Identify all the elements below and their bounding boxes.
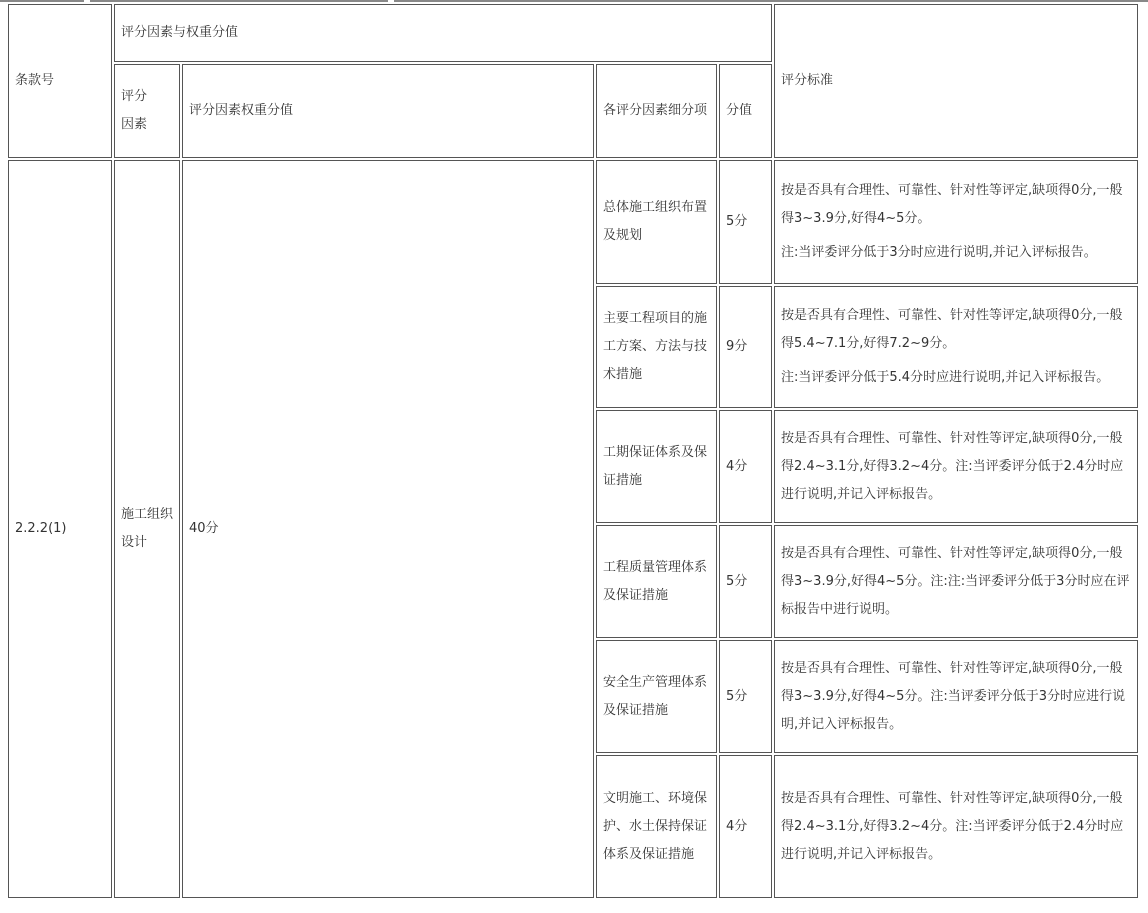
criteria-cell (774, 160, 1138, 284)
score-cell: 5分 (719, 160, 772, 284)
header-row-1 (8, 4, 1138, 62)
clause-cell: 2.2.2(1) (8, 160, 112, 898)
header-factor-group: 评分因素与权重分值 (114, 4, 772, 62)
factor-cell: 施工组织设计 (114, 160, 180, 898)
weight-cell: 40分 (182, 160, 594, 898)
criteria-text: 按是否具有合理性、可靠性、针对性等评定,缺项得0分,一般得2.4~3.1分,好得3.2~4分。注:当评委评分低于2.4分时应进行说明,并记入评标报告。 (781, 430, 1124, 502)
header-sub-item: 各评分因素细分项 (596, 64, 717, 158)
sub-item-cell: 工期保证体系及保证措施 (596, 410, 717, 523)
criteria-text: 按是否具有合理性、可靠性、针对性等评定,缺项得0分,一般得2.4~3.1分,好得3.2~4分。注:当评委评分低于2.4分时应进行说明,并记入评标报告。 (781, 790, 1124, 862)
sub-item-cell: 主要工程项目的施工方案、方法与技术措施 (596, 286, 717, 408)
sub-item-cell: 安全生产管理体系及保证措施 (596, 640, 717, 753)
score-cell: 5分 (719, 640, 772, 753)
score-cell: 5分 (719, 525, 772, 638)
sub-item-cell: 文明施工、环境保护、水土保持保证体系及保证措施 (596, 755, 717, 898)
criteria-cell (774, 286, 1138, 408)
header-score: 分值 (719, 64, 772, 158)
criteria-text: 按是否具有合理性、可靠性、针对性等评定,缺项得0分,一般得5.4~7.1分,好得7.2~9分。 (781, 308, 1123, 351)
criteria-text: 按是否具有合理性、可靠性、针对性等评定,缺项得0分,一般得3~3.9分,好得4~5分。注:注:当评委评分低于3分时应在评标报告中进行说明。 (781, 545, 1130, 617)
criteria-cell (774, 410, 1138, 523)
header-clause-no: 条款号 (8, 4, 112, 158)
criteria-cell (774, 525, 1138, 638)
sub-item-cell: 工程质量管理体系及保证措施 (596, 525, 717, 638)
criteria-cell (774, 640, 1138, 753)
score-cell: 9分 (719, 286, 772, 408)
header-criteria: 评分标准 (774, 4, 1138, 158)
table-row (8, 160, 1138, 284)
criteria-text: 按是否具有合理性、可靠性、针对性等评定,缺项得0分,一般得3~3.9分,好得4~5分。注:当评委评分低于3分时应进行说明,并记入评标报告。 (781, 660, 1126, 732)
sub-item-cell: 总体施工组织布置及规划 (596, 160, 717, 284)
score-cell: 4分 (719, 755, 772, 898)
score-cell: 4分 (719, 410, 772, 523)
header-weight: 评分因素权重分值 (182, 64, 594, 158)
scoring-table (6, 2, 1140, 900)
criteria-text: 注:当评委评分低于3分时应进行说明,并记入评标报告。 (781, 245, 1097, 260)
criteria-text: 按是否具有合理性、可靠性、针对性等评定,缺项得0分,一般得3~3.9分,好得4~5分。 (781, 183, 1123, 226)
header-factor: 评分 因素 (114, 64, 180, 158)
criteria-cell (774, 755, 1138, 898)
criteria-text: 注:当评委评分低于5.4分时应进行说明,并记入评标报告。 (781, 370, 1110, 385)
